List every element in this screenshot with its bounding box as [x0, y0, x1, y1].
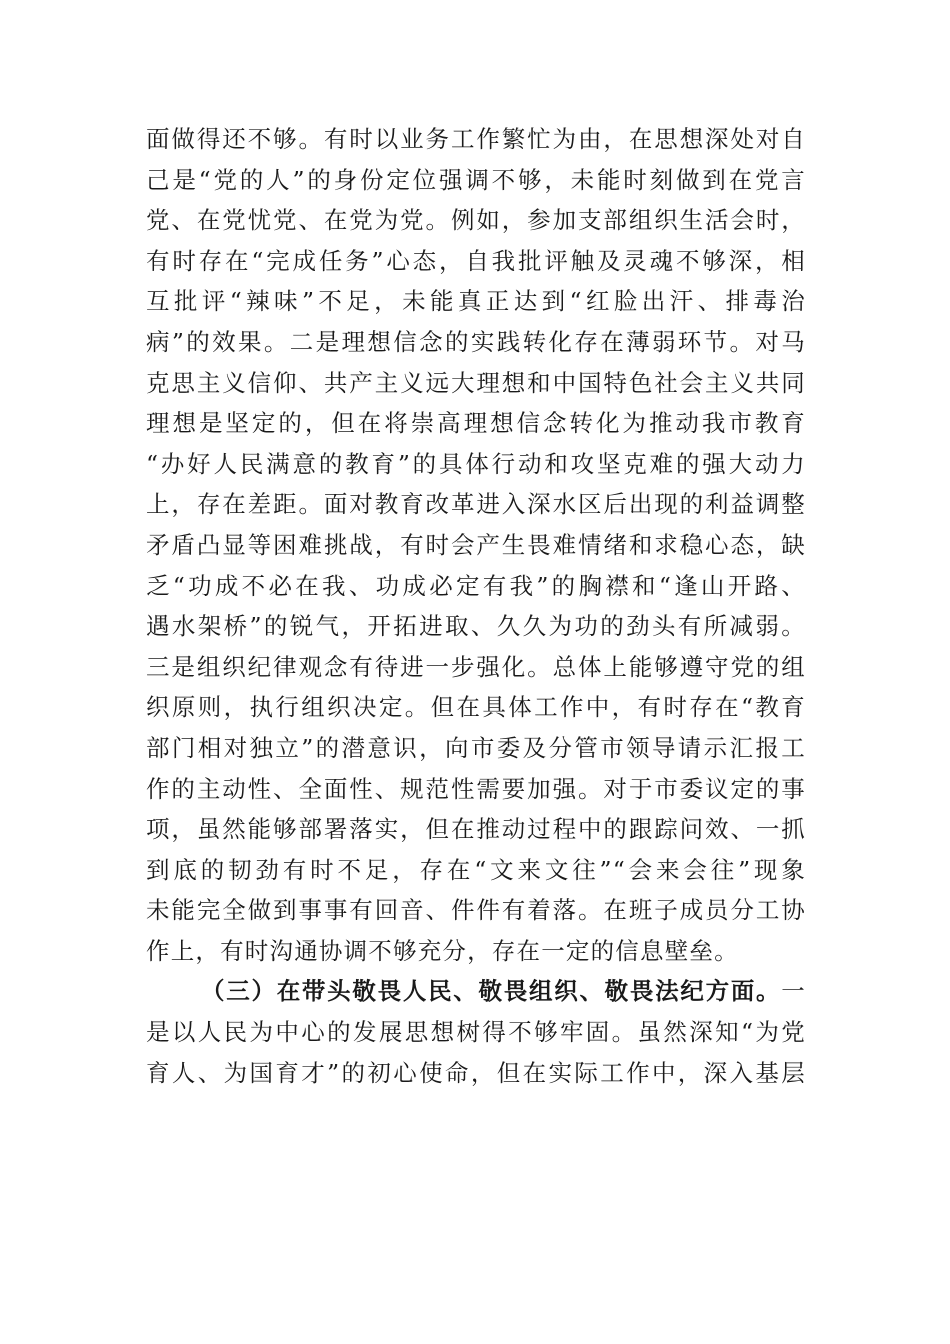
- text-line: 己是“党的人”的身份定位强调不够，未能时刻做到在党言: [146, 165, 806, 194]
- section-heading: （三）在带头敬畏人民、敬畏组织、敬畏法纪方面。: [201, 977, 782, 1006]
- text-line: 部门相对独立”的潜意识，向市委及分管市领导请示汇报工: [146, 733, 806, 762]
- text-line: 党、在党忧党、在党为党。例如，参加支部组织生活会时，: [146, 206, 806, 235]
- text-line: 互批评“辣味”不足，未能真正达到“红脸出汗、排毒治: [146, 287, 806, 316]
- text-line: “办好人民满意的教育”的具体行动和攻坚克难的强大动力: [146, 449, 806, 478]
- text-line: 到底的韧劲有时不足，存在“文来文往”“会来会往”现象: [146, 855, 806, 884]
- text-line: 理想是坚定的，但在将崇高理想信念转化为推动我市教育: [146, 409, 806, 438]
- text-line: 是以人民为中心的发展思想树得不够牢固。虽然深知“为党: [146, 1018, 806, 1047]
- text-line: 未能完全做到事事有回音、件件有着落。在班子成员分工协: [146, 896, 806, 925]
- text-line: 育人、为国育才”的初心使命，但在实际工作中，深入基层: [146, 1058, 806, 1087]
- text-line: 矛盾凸显等困难挑战，有时会产生畏难情绪和求稳心态，缺: [146, 530, 806, 559]
- document-body: [146, 119, 806, 1093]
- text-line: 作的主动性、全面性、规范性需要加强。对于市委议定的事: [146, 774, 806, 803]
- paragraph-last-line: 作上，有时沟通协调不够充分，存在一定的信息壁垒。: [146, 936, 739, 965]
- text-line: 三是组织纪律观念有待进一步强化。总体上能够遵守党的组: [146, 652, 806, 681]
- text-line: 克思主义信仰、共产主义远大理想和中国特色社会主义共同: [146, 368, 806, 397]
- text-line: 有时存在“完成任务”心态，自我批评触及灵魂不够深，相: [146, 246, 806, 275]
- section-heading-tail: 一: [781, 977, 806, 1006]
- text-line: 遇水架桥”的锐气，开拓进取、久久为功的劲头有所减弱。: [146, 612, 806, 641]
- text-line: 病”的效果。二是理想信念的实践转化存在薄弱环节。对马: [146, 327, 806, 356]
- text-line: 乏“功成不必在我、功成必定有我”的胸襟和“逢山开路、: [146, 571, 806, 600]
- text-line: 上，存在差距。面对教育改革进入深水区后出现的利益调整: [146, 490, 806, 519]
- section-heading-line: [146, 971, 806, 1012]
- text-line: 项，虽然能够部署落实，但在推动过程中的跟踪问效、一抓: [146, 815, 806, 844]
- text-line: 面做得还不够。有时以业务工作繁忙为由，在思想深处对自: [146, 125, 806, 153]
- text-line: 织原则，执行组织决定。但在具体工作中，有时存在“教育: [146, 693, 806, 722]
